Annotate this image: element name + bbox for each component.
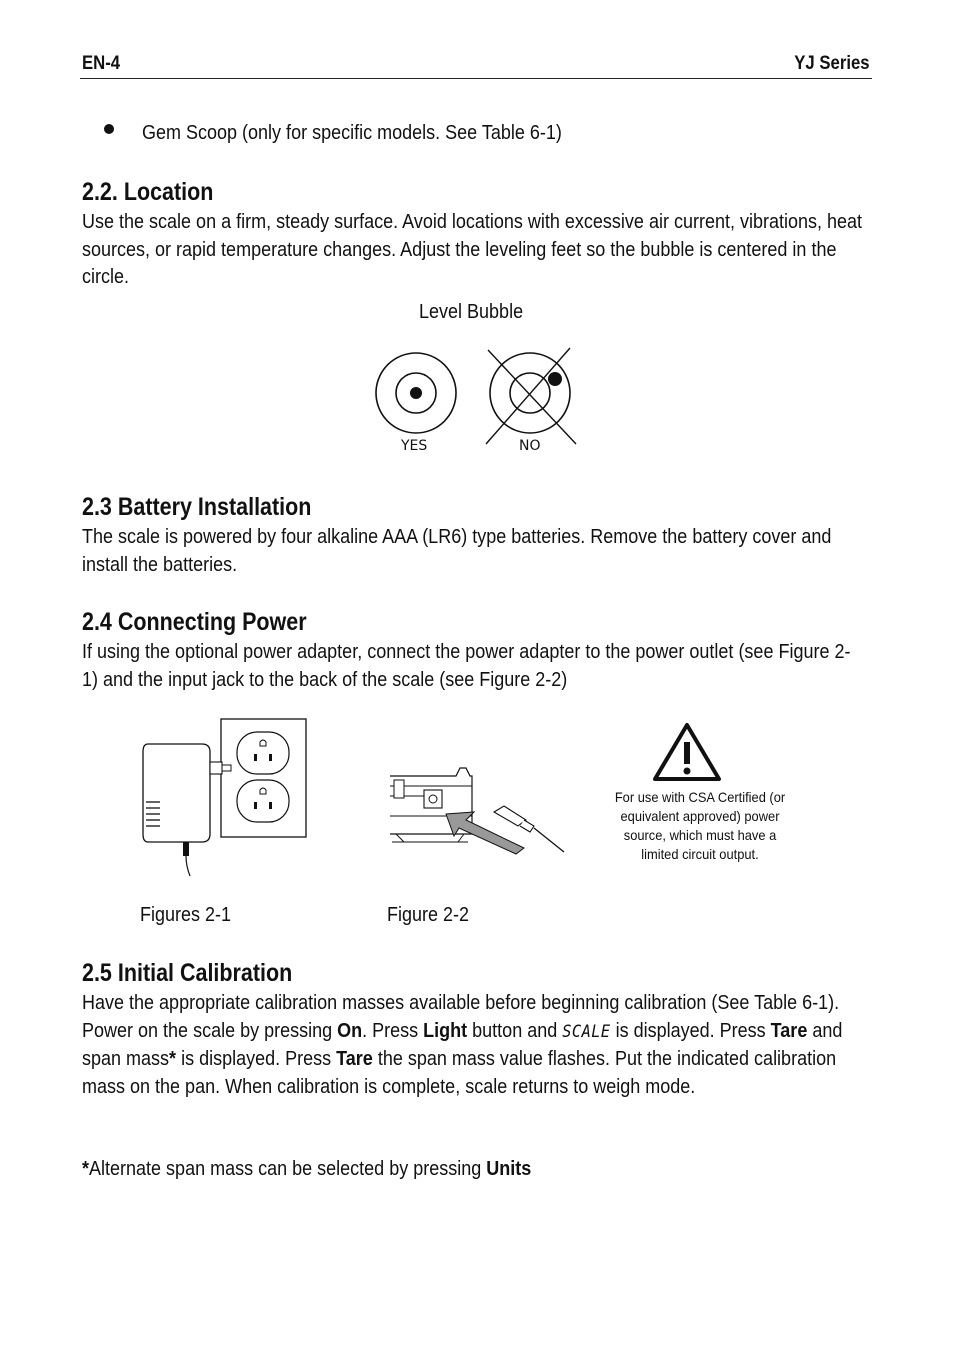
yes-label: YES (401, 438, 428, 454)
scale-display-text: SCALE (562, 1021, 611, 1042)
units-key: Units (486, 1158, 532, 1180)
power-adapter-figure (140, 716, 312, 880)
light-key: Light (423, 1019, 468, 1042)
header-rule (80, 78, 872, 79)
bullet-text: Gem Scoop (only for specific models. See Table 6-1) (142, 122, 562, 144)
input-jack-figure (386, 756, 568, 858)
power-body: If using the optional power adapter, connect the power adapter to the power outlet (see Figure 2-1) and the input jack to the back of the scale (see Figure 2-2) (82, 641, 851, 691)
tare-key-2: Tare (336, 1048, 373, 1070)
page-number: EN-4 (82, 53, 121, 74)
battery-heading: 2.3 Battery Installation (82, 493, 312, 521)
power-outlet-icon (221, 719, 306, 837)
calibration-heading: 2.5 Initial Calibration (82, 959, 293, 987)
series-name: YJ Series (794, 53, 870, 74)
level-yes-icon (376, 353, 456, 433)
span-mass-note: *Alternate span mass can be selected by pressing Units (82, 1158, 532, 1180)
warning-icon (652, 722, 722, 782)
battery-body: The scale is powered by four alkaline AAA (LR6) type batteries. Remove the battery cover and install the batteries. (82, 526, 832, 576)
level-bubble-title: Level Bubble (419, 301, 524, 323)
figure-2-2-caption: Figure 2-2 (387, 904, 470, 926)
location-body: Use the scale on a firm, steady surface. Avoid locations with excessive air current, vibrations, heat sources, or rapid temperature changes. Adjust the leveling feet so the bubble is centered in the circle. (82, 211, 863, 288)
scale-back-icon (390, 768, 472, 842)
warning-text: For use with CSA Certified (or equivalent approved) power source, which must have a limited circuit output. (614, 789, 786, 862)
calibration-body: Have the appropriate calibration masses available before beginning calibration (See Table 6-1). Power on the scale by pressing On. Press Light button and SCALE is displayed. Press Tare and span mass* is displayed. Press Tare the span mass value flashes. Put the indicated calibration mass on the pan. When calibration is complete, scale returns to weigh mode. (82, 992, 843, 1098)
adapter-icon (143, 744, 231, 876)
location-heading: 2.2. Location (82, 178, 214, 206)
bullet-icon (104, 124, 114, 134)
on-key: On (337, 1019, 363, 1042)
power-heading: 2.4 Connecting Power (82, 608, 307, 636)
no-label: NO (519, 438, 541, 454)
figure-2-1-caption: Figures 2-1 (140, 904, 232, 926)
level-no-icon (486, 348, 576, 444)
tare-key: Tare (770, 1019, 808, 1042)
